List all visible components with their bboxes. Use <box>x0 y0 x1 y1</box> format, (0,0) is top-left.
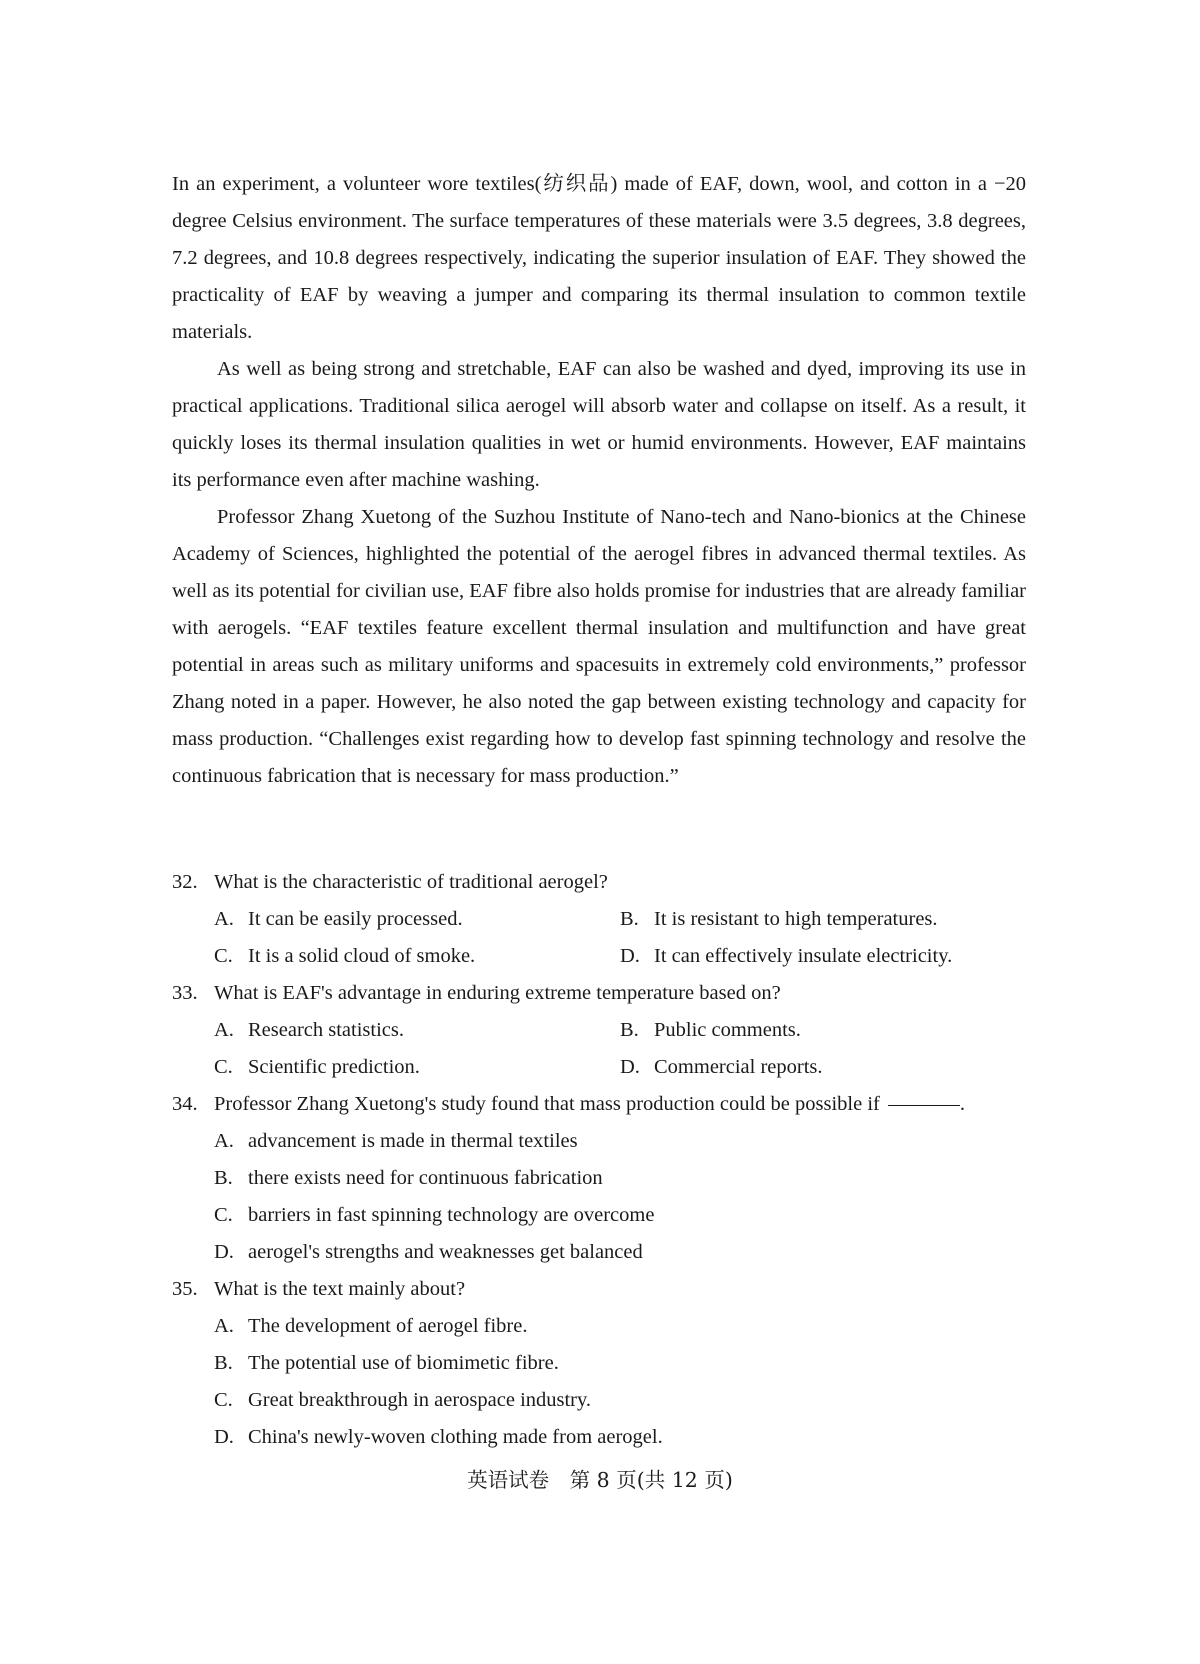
option-letter: D. <box>214 1426 234 1448</box>
option-text: It can effectively insulate electricity. <box>654 945 953 967</box>
option-letter: A. <box>214 908 234 930</box>
question-number: 34. <box>172 1093 198 1115</box>
option-b <box>620 901 938 938</box>
option-d <box>620 1049 823 1086</box>
question-stem-text: Professor Zhang Xuetong's study found that mass production could be possible if <box>214 1093 880 1115</box>
option-c <box>214 1049 620 1086</box>
question-stem <box>214 1086 965 1123</box>
answer-blank <box>888 1104 960 1106</box>
question-33 <box>172 975 1026 1086</box>
question-32 <box>172 864 1026 975</box>
option-text: The potential use of biomimetic fibre. <box>248 1352 559 1374</box>
option-text: Commercial reports. <box>654 1056 823 1078</box>
question-35 <box>172 1271 1026 1456</box>
option-c <box>214 1197 654 1234</box>
option-c <box>214 938 620 975</box>
option-b <box>214 1345 559 1382</box>
option-letter: B. <box>620 1019 639 1041</box>
reading-passage <box>172 166 1026 795</box>
option-text: Public comments. <box>654 1019 801 1041</box>
option-text: barriers in fast spinning technology are overcome <box>248 1204 655 1226</box>
option-c <box>214 1382 591 1419</box>
option-text: Research statistics. <box>248 1019 404 1041</box>
option-text: The development of aerogel fibre. <box>248 1315 528 1337</box>
question-number: 33. <box>172 982 198 1004</box>
option-b <box>214 1160 603 1197</box>
option-text: It is a solid cloud of smoke. <box>248 945 476 967</box>
option-a <box>214 1123 578 1160</box>
page-footer: 英语试卷 第 8 页(共 12 页) <box>467 1468 733 1492</box>
question-34 <box>172 1086 1026 1271</box>
option-text: China's newly-woven clothing made from aerogel. <box>248 1426 663 1448</box>
option-d <box>214 1234 643 1271</box>
option-a <box>214 1012 620 1049</box>
question-stem-end: . <box>959 1093 965 1115</box>
option-a <box>214 901 620 938</box>
option-d <box>214 1419 663 1456</box>
option-text: Great breakthrough in aerospace industry. <box>248 1389 592 1411</box>
option-a <box>214 1308 527 1345</box>
option-letter: D. <box>214 1241 234 1263</box>
option-text: It can be easily processed. <box>248 908 463 930</box>
option-text: advancement is made in thermal textiles <box>248 1130 578 1152</box>
passage-paragraph-2: As well as being strong and stretchable, EAF can also be washed and dyed, improving its use in practical applications. Traditional silica aerogel will absorb water and collapse on itself. As a result, it quickly loses its thermal insulation qualities in wet or humid environments. However, EAF maintains its performance even after machine washing. <box>172 358 1026 491</box>
option-letter: A. <box>214 1019 234 1041</box>
option-letter: B. <box>214 1352 233 1374</box>
option-text: aerogel's strengths and weaknesses get balanced <box>248 1241 643 1263</box>
option-d <box>620 938 952 975</box>
question-list <box>172 864 1026 1456</box>
option-letter: C. <box>214 1204 233 1226</box>
option-letter: C. <box>214 945 233 967</box>
question-number: 35. <box>172 1278 198 1300</box>
option-text: there exists need for continuous fabrication <box>248 1167 603 1189</box>
passage-paragraph-3: Professor Zhang Xuetong of the Suzhou Institute of Nano-tech and Nano-bionics at the Chinese Academy of Sciences, highlighted the potential of the aerogel fibres in advanced thermal textiles. As well as its potential for civilian use, EAF fibre also holds promise for industries that are already familiar with aerogels. “EAF textiles feature excellent thermal insulation and multifunction and have great potential in areas such as military uniforms and spacesuits in extremely cold environments,” professor Zhang noted in a paper. However, he also noted the gap between existing technology and capacity for mass production. “Challenges exist regarding how to develop fast spinning technology and resolve the continuous fabrication that is necessary for mass production.” <box>172 506 1026 787</box>
option-letter: C. <box>214 1389 233 1411</box>
option-letter: B. <box>214 1167 233 1189</box>
question-number: 32. <box>172 871 198 893</box>
question-stem: What is the characteristic of traditional aerogel? <box>214 871 608 893</box>
option-letter: A. <box>214 1130 234 1152</box>
option-text: Scientific prediction. <box>248 1056 420 1078</box>
passage-paragraph-1: In an experiment, a volunteer wore textiles(纺织品) made of EAF, down, wool, and cotton in a −20 degree Celsius environment. The surface temperatures of these materials were 3.5 degrees, 3.8 degrees, 7.2 degrees, and 10.8 degrees respectively, indicating the superior insulation of EAF. They showed the practicality of EAF by weaving a jumper and comparing its thermal insulation to common textile materials. <box>172 173 1026 343</box>
option-text: It is resistant to high temperatures. <box>654 908 938 930</box>
option-letter: C. <box>214 1056 233 1078</box>
question-stem: What is EAF's advantage in enduring extreme temperature based on? <box>214 982 781 1004</box>
option-letter: D. <box>620 1056 640 1078</box>
question-stem: What is the text mainly about? <box>214 1278 466 1300</box>
option-b <box>620 1012 801 1049</box>
option-letter: A. <box>214 1315 234 1337</box>
option-letter: D. <box>620 945 640 967</box>
option-letter: B. <box>620 908 639 930</box>
